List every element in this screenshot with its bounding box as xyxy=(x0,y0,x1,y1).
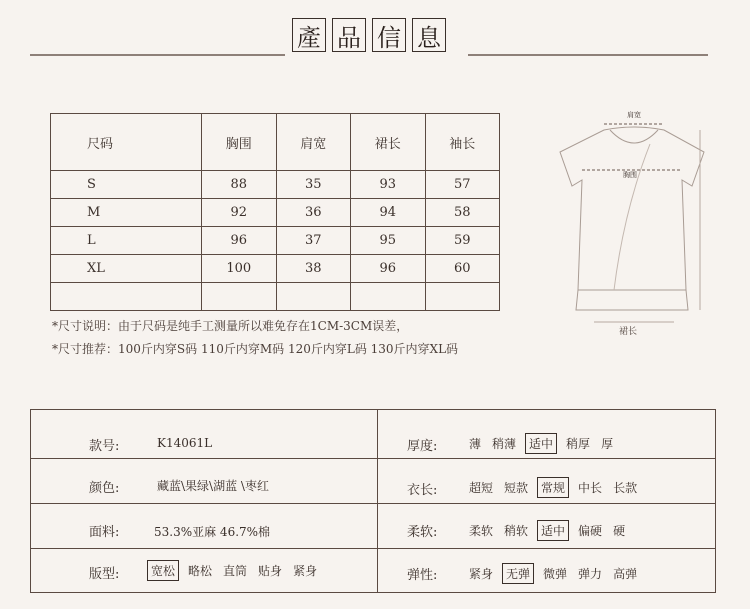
diagram-chest-label: 胸围 xyxy=(623,171,637,179)
garment-length-options xyxy=(467,477,639,498)
fabric-value: 53.3%亚麻 46.7%棉 xyxy=(154,525,271,539)
softness-option: 硬 xyxy=(613,524,626,538)
cell-shoulder xyxy=(276,283,351,311)
elasticity-option: 高弹 xyxy=(613,567,638,581)
cell-shoulder: 36 xyxy=(276,199,351,227)
elasticity-option: 无弹 xyxy=(502,563,534,584)
softness-option: 稍软 xyxy=(504,524,529,538)
softness-option: 柔软 xyxy=(469,524,494,538)
thickness-options xyxy=(467,433,615,454)
table-row xyxy=(51,199,500,227)
title-char-3: 信 xyxy=(372,18,406,52)
thickness-option: 适中 xyxy=(525,433,557,454)
diagram-length-label: 裙长 xyxy=(618,327,638,337)
cell-chest: 96 xyxy=(202,227,277,255)
thickness-option: 薄 xyxy=(469,437,482,451)
cell-sleeve xyxy=(425,283,500,311)
product-spec-table xyxy=(30,409,716,593)
fit-option: 紧身 xyxy=(293,564,318,578)
title-characters xyxy=(292,18,446,52)
title-divider-right xyxy=(468,54,708,56)
garment-length-option: 长款 xyxy=(613,481,638,495)
softness-option: 适中 xyxy=(537,520,569,541)
spec-row-divider xyxy=(31,548,715,549)
thickness-option: 稍厚 xyxy=(566,437,591,451)
cell-sleeve: 57 xyxy=(425,171,500,199)
cell-length: 93 xyxy=(351,171,426,199)
garment-length-option: 中长 xyxy=(578,481,603,495)
spec-row-divider xyxy=(31,458,715,459)
cell-length xyxy=(351,283,426,311)
size-table-header xyxy=(51,114,500,171)
size-table xyxy=(50,113,500,311)
fit-option: 略松 xyxy=(188,564,213,578)
cell-length: 96 xyxy=(351,255,426,283)
spec-column-divider xyxy=(377,410,378,592)
fabric-label: 面料: xyxy=(89,525,120,540)
garment-length-label: 衣长: xyxy=(407,483,438,498)
fit-option: 宽松 xyxy=(147,560,179,581)
cell-sleeve: 59 xyxy=(425,227,500,255)
table-row xyxy=(51,227,500,255)
header-shoulder: 肩宽 xyxy=(276,114,351,171)
size-note: *尺寸说明：由于尺码是纯手工测量所以难免存在1CM-3CM误差， xyxy=(52,319,409,333)
title-char-4: 息 xyxy=(412,18,446,52)
cell-length: 94 xyxy=(351,199,426,227)
cell-chest: 92 xyxy=(202,199,277,227)
softness-label: 柔软: xyxy=(407,525,438,540)
color-value: 藏蓝\果绿\湖蓝 \枣红 xyxy=(157,479,269,493)
color-label: 颜色: xyxy=(89,481,120,496)
title-char-2: 品 xyxy=(332,18,366,52)
thickness-option: 厚 xyxy=(601,437,614,451)
header-sleeve: 袖长 xyxy=(425,114,500,171)
size-recommendation: *尺寸推荐：100斤内穿S码 110斤内穿M码 120斤内穿L码 130斤内穿XL码 xyxy=(52,342,459,356)
cell-length: 95 xyxy=(351,227,426,255)
elasticity-label: 弹性: xyxy=(407,568,438,583)
table-row xyxy=(51,255,500,283)
elasticity-option: 微弹 xyxy=(543,567,568,581)
fit-option: 贴身 xyxy=(258,564,283,578)
thickness-option: 稍薄 xyxy=(492,437,517,451)
garment-length-option: 短款 xyxy=(504,481,529,495)
table-row xyxy=(51,171,500,199)
elasticity-option: 弹力 xyxy=(578,567,603,581)
fit-label: 版型: xyxy=(89,567,120,582)
cell-sleeve: 58 xyxy=(425,199,500,227)
spec-row-divider xyxy=(31,503,715,504)
cell-size: L xyxy=(51,227,202,255)
garment-length-option: 常规 xyxy=(537,477,569,498)
cell-shoulder: 35 xyxy=(276,171,351,199)
diagram-shoulder-label: 肩宽 xyxy=(627,111,641,119)
header-length: 裙长 xyxy=(351,114,426,171)
garment-diagram xyxy=(554,100,714,350)
thickness-label: 厚度: xyxy=(407,439,438,454)
softness-option: 偏硬 xyxy=(578,524,603,538)
garment-length-option: 超短 xyxy=(469,481,494,495)
cell-chest: 100 xyxy=(202,255,277,283)
cell-size xyxy=(51,283,202,311)
title-divider-left xyxy=(30,54,285,56)
elasticity-option: 紧身 xyxy=(469,567,494,581)
cell-size: S xyxy=(51,171,202,199)
cell-size: M xyxy=(51,199,202,227)
header-size: 尺码 xyxy=(51,114,202,171)
header-chest: 胸围 xyxy=(202,114,277,171)
cell-sleeve: 60 xyxy=(425,255,500,283)
style-no-value: K14061L xyxy=(157,436,213,450)
cell-shoulder: 38 xyxy=(276,255,351,283)
cell-chest: 88 xyxy=(202,171,277,199)
cell-shoulder: 37 xyxy=(276,227,351,255)
elasticity-options xyxy=(467,563,639,584)
style-no-label: 款号: xyxy=(89,439,120,454)
page-title xyxy=(0,14,750,62)
title-char-1: 產 xyxy=(292,18,326,52)
fit-option: 直筒 xyxy=(223,564,248,578)
cell-chest xyxy=(202,283,277,311)
cell-size: XL xyxy=(51,255,202,283)
fit-options xyxy=(147,560,319,581)
softness-options xyxy=(467,520,627,541)
table-row xyxy=(51,283,500,311)
